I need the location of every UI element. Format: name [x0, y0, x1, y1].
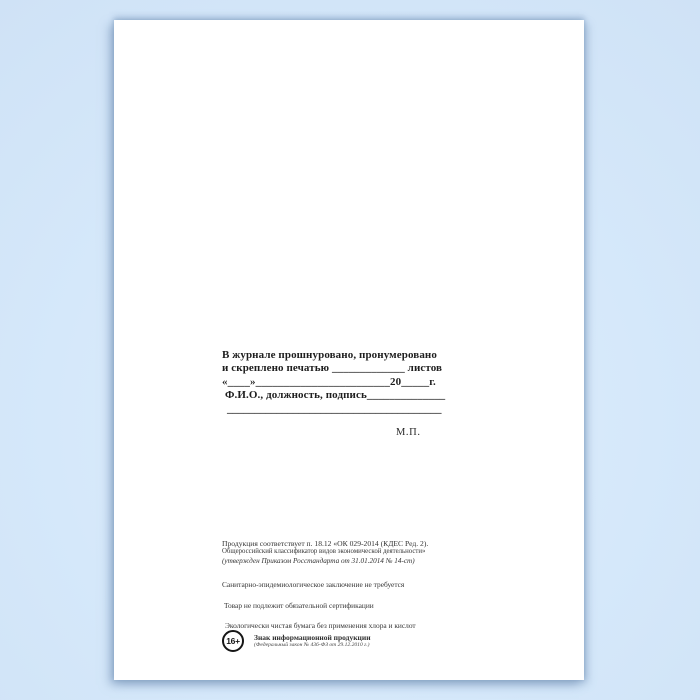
signature-blank-line: _______________________________________ — [227, 402, 442, 415]
stitch-certification-block — [222, 349, 462, 416]
compliance-line-1: Продукция соответствует п. 18.12 «ОК 029-2014 (КДЕС Ред. 2). — [222, 539, 429, 548]
stitch-line-2: и скреплено печатью _____________ листов — [222, 362, 443, 375]
age-rating-law-note: (Федеральный закон № 436-ФЗ от 29.12.2010 г.) — [254, 642, 370, 648]
eco-paper-statement: Экологически чистая бумага без применения хлора и кислот — [225, 621, 416, 630]
age-rating-title: Знак информационной продукции — [254, 633, 371, 642]
product-compliance-block — [222, 539, 472, 565]
compliance-line-2: Общероссийский классификатор видов экономической деятельности» — [222, 548, 426, 555]
compliance-line-3: (утвержден Приказом Росстандарта от 31.01.2014 № 14-ст) — [222, 556, 415, 565]
age-rating-16plus-icon: 16+ — [222, 630, 244, 652]
age-rating-row — [222, 630, 371, 652]
age-rating-text — [254, 630, 371, 649]
seal-place-label: М.П. — [396, 427, 421, 438]
stitch-line-4: Ф.И.О., должность, подпись______________ — [225, 389, 446, 402]
journal-back-page — [114, 20, 584, 680]
certification-statement: Товар не подлежит обязательной сертификации — [224, 601, 374, 610]
stitch-line-1: В журнале прошнуровано, пронумеровано — [222, 349, 437, 361]
sanitary-statement: Санитарно-эпидемиологическое заключение не требуется — [222, 580, 405, 589]
stitch-line-3: «____»________________________20_____г. — [222, 375, 436, 388]
